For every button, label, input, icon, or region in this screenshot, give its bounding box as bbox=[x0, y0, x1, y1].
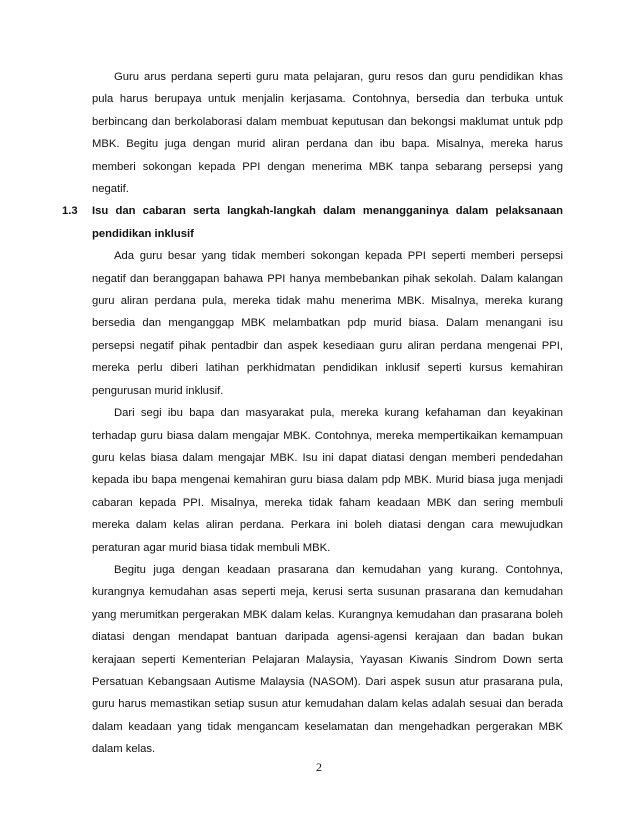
paragraph-parents-community: Dari segi ibu bapa dan masyarakat pula, mereka kurang kefahaman dan keyakinan terhadap guru biasa dalam mengajar MBK. Contohnya, mereka mempertikaikan kemampuan guru kelas biasa dalam mengajar MBK. Isu ini dapat diatasi dengan memberi pendedahan kepada ibu bapa mengenai kemahiran guru biasa dalam pdp MBK. Murid biasa juga menjadi cabaran kepada PPI. Misalnya, mereka tidak faham keadaan MBK dan sering membuli mereka dalam kelas aliran perdana. Perkara ini boleh diatasi dengan cara mewujudkan peraturan agar murid biasa tidak membuli MBK. bbox=[92, 407, 563, 554]
paragraph-headmaster-support: Ada guru besar yang tidak memberi sokongan kepada PPI seperti memberi persepsi negatif dan beranggapan bahawa PPI hanya membebankan pihak sekolah. Dalam kalangan guru aliran perdana pula, mereka tidak mahu menerima MBK. Misalnya, mereka kurang bersedia dan menganggap MBK melambatkan pdp murid biasa. Dalam menangani isu persepsi negatif pihak pentadbir dan aspek kesediaan guru aliran perdana mengenai PPI, mereka perlu diberi latihan perkhidmatan pendidikan inklusif seperti kursus kemahiran pengurusan murid inklusif. bbox=[92, 250, 563, 397]
document-body bbox=[62, 66, 563, 761]
paragraph-teacher-cooperation: Guru arus perdana seperti guru mata pelajaran, guru resos dan guru pendidikan khas pula harus berupaya untuk menjalin kerjasama. Contohnya, bersedia dan terbuka untuk berbincang dan berkolaborasi dalam membuat keputusan dan bekongsi maklumat untuk pdp MBK. Begitu juga dengan murid aliran perdana dan ibu bapa. Misalnya, mereka harus memberi sokongan kepada PPI dengan menerima MBK tanpa sebarang persepsi yang negatif. bbox=[92, 71, 563, 196]
section-heading bbox=[62, 200, 563, 245]
paragraph-infrastructure: Begitu juga dengan keadaan prasarana dan kemudahan yang kurang. Contohnya, kurangnya kemudahan asas seperti meja, kerusi serta susunan prasarana dan kemudahan yang merumitkan pergerakan MBK dalam kelas. Kurangnya kemudahan dan prasarana boleh diatasi dengan mendapat bantuan daripada agensi-agensi kerajaan dan badan bukan kerajaan seperti Kementerian Pelajaran Malaysia, Yayasan Kiwanis Sindrom Down serta Persatuan Kebangsaan Autisme Malaysia (NASOM). Dari aspek susun atur prasarana pula, guru harus memastikan setiap susun atur kemudahan dalam kelas adalah sesuai dan berada dalam keadaan yang tidak mengancam keselamatan dan mengehadkan pergerakan MBK dalam kelas. bbox=[92, 563, 563, 756]
section-title: Isu dan cabaran serta langkah-langkah dalam menangganinya dalam pelaksanaan pendidikan inklusif bbox=[92, 205, 563, 240]
page-number: 2 bbox=[316, 760, 322, 774]
section-number: 1.3 bbox=[62, 205, 78, 218]
